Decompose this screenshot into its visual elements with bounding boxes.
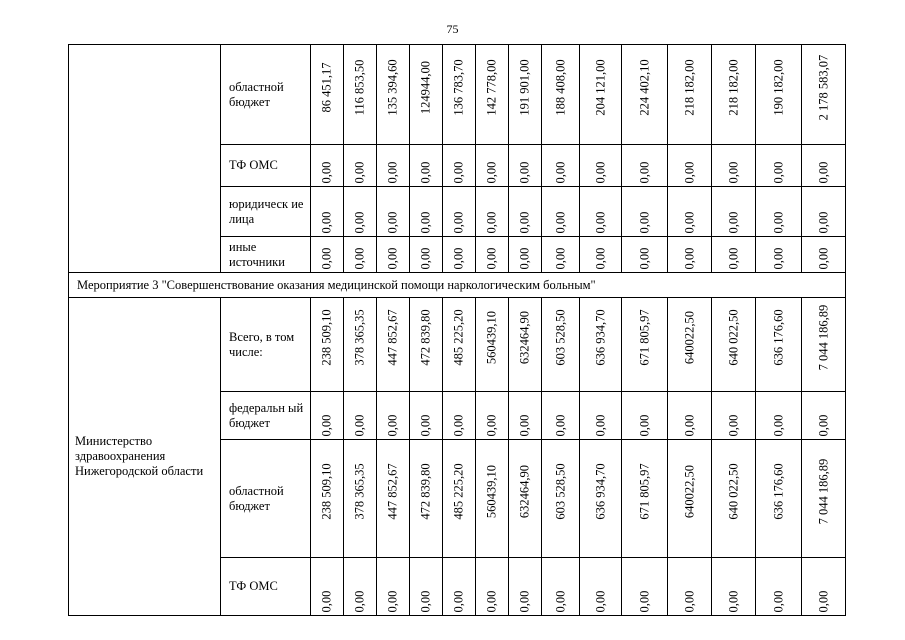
value-cell bbox=[668, 558, 712, 616]
value-text: 204 121,00 bbox=[593, 58, 607, 116]
value-text: 485 225,20 bbox=[451, 462, 466, 520]
value-text: 378 365,35 bbox=[352, 308, 367, 366]
table-row bbox=[69, 45, 846, 145]
value-cell bbox=[476, 298, 509, 392]
row-label: федеральн ый бюджет bbox=[221, 392, 311, 440]
value-text: 191 901,00 bbox=[517, 58, 532, 116]
value-text: 0,00 bbox=[726, 161, 740, 184]
value-text: 0,00 bbox=[816, 414, 830, 437]
value-cell bbox=[443, 187, 476, 237]
value-cell bbox=[712, 298, 756, 392]
value-text: 632464,90 bbox=[517, 464, 532, 518]
value-text: 188 408,00 bbox=[553, 58, 567, 116]
value-cell bbox=[344, 237, 377, 273]
value-cell bbox=[668, 187, 712, 237]
section-title: Мероприятие 3 "Совершенствование оказания медицинской помощи наркологическим больным" bbox=[69, 273, 846, 298]
value-cell bbox=[580, 187, 622, 237]
value-text: 0,00 bbox=[418, 590, 433, 613]
value-cell bbox=[580, 298, 622, 392]
value-text: 0,00 bbox=[352, 414, 367, 437]
value-text: 0,00 bbox=[385, 161, 400, 184]
value-cell bbox=[802, 392, 846, 440]
value-text: 472 839,80 bbox=[418, 308, 433, 366]
value-text: 238 509,10 bbox=[319, 462, 334, 520]
value-cell bbox=[622, 558, 668, 616]
value-text: 0,00 bbox=[553, 161, 567, 184]
value-text: 0,00 bbox=[451, 161, 466, 184]
value-cell bbox=[344, 45, 377, 145]
value-cell bbox=[802, 558, 846, 616]
value-text: 636 934,70 bbox=[593, 462, 607, 520]
value-cell bbox=[756, 440, 802, 558]
value-cell bbox=[311, 392, 344, 440]
value-cell bbox=[509, 558, 542, 616]
value-text: 142 778,00 bbox=[484, 58, 499, 116]
value-text: 136 783,70 bbox=[451, 58, 466, 116]
value-cell bbox=[410, 558, 443, 616]
value-cell bbox=[311, 45, 344, 145]
value-cell bbox=[756, 298, 802, 392]
value-text: 0,00 bbox=[593, 590, 607, 613]
value-cell bbox=[476, 145, 509, 187]
value-text: 0,00 bbox=[418, 211, 433, 234]
value-text: 0,00 bbox=[726, 247, 740, 270]
value-cell bbox=[622, 392, 668, 440]
value-cell bbox=[542, 237, 580, 273]
value-text: 0,00 bbox=[637, 414, 651, 437]
value-text: 0,00 bbox=[385, 414, 400, 437]
value-cell bbox=[443, 558, 476, 616]
value-cell bbox=[756, 145, 802, 187]
value-text: 0,00 bbox=[451, 247, 466, 270]
value-text: 0,00 bbox=[593, 161, 607, 184]
value-cell bbox=[443, 440, 476, 558]
value-cell bbox=[622, 45, 668, 145]
value-text: 0,00 bbox=[593, 211, 607, 234]
value-cell bbox=[756, 45, 802, 145]
value-cell bbox=[377, 145, 410, 187]
value-cell bbox=[410, 440, 443, 558]
page-number: 75 bbox=[446, 22, 459, 36]
value-cell bbox=[476, 392, 509, 440]
value-text: 636 934,70 bbox=[593, 308, 607, 366]
value-text: 0,00 bbox=[319, 247, 334, 270]
value-cell bbox=[344, 145, 377, 187]
value-text: 0,00 bbox=[418, 414, 433, 437]
value-cell bbox=[802, 440, 846, 558]
value-text: 218 182,00 bbox=[682, 58, 696, 116]
value-text: 124944,00 bbox=[418, 60, 433, 114]
value-text: 7 044 186,89 bbox=[816, 304, 830, 370]
value-cell bbox=[410, 237, 443, 273]
value-cell bbox=[712, 440, 756, 558]
value-cell bbox=[377, 237, 410, 273]
value-cell bbox=[580, 558, 622, 616]
value-text: 0,00 bbox=[726, 590, 740, 613]
value-text: 0,00 bbox=[682, 161, 696, 184]
funding-table bbox=[68, 44, 846, 616]
value-text: 0,00 bbox=[484, 211, 499, 234]
value-text: 0,00 bbox=[682, 590, 696, 613]
value-text: 0,00 bbox=[816, 211, 830, 234]
value-text: 640022,50 bbox=[682, 310, 696, 364]
value-text: 0,00 bbox=[637, 161, 651, 184]
organization-name: Министерство здравоохранения Нижегородской области bbox=[69, 298, 221, 616]
value-cell bbox=[311, 440, 344, 558]
value-cell bbox=[802, 237, 846, 273]
org-cell-empty bbox=[69, 45, 221, 273]
value-cell bbox=[311, 558, 344, 616]
value-cell bbox=[542, 187, 580, 237]
value-cell bbox=[622, 145, 668, 187]
value-cell bbox=[410, 45, 443, 145]
value-text: 603 528,50 bbox=[553, 308, 567, 366]
value-text: 0,00 bbox=[484, 247, 499, 270]
value-cell bbox=[509, 145, 542, 187]
value-cell bbox=[509, 298, 542, 392]
value-cell bbox=[712, 558, 756, 616]
value-cell bbox=[542, 145, 580, 187]
row-label: областной бюджет bbox=[221, 45, 311, 145]
value-text: 0,00 bbox=[319, 161, 334, 184]
value-text: 0,00 bbox=[352, 161, 367, 184]
value-text: 0,00 bbox=[451, 414, 466, 437]
value-text: 640 022,50 bbox=[726, 462, 740, 520]
value-text: 0,00 bbox=[484, 161, 499, 184]
value-text: 0,00 bbox=[771, 414, 785, 437]
value-cell bbox=[756, 558, 802, 616]
value-text: 603 528,50 bbox=[553, 462, 567, 520]
value-text: 0,00 bbox=[451, 590, 466, 613]
value-cell bbox=[622, 440, 668, 558]
value-cell bbox=[476, 558, 509, 616]
value-text: 0,00 bbox=[816, 590, 830, 613]
value-text: 7 044 186,89 bbox=[816, 458, 830, 524]
value-text: 0,00 bbox=[517, 211, 532, 234]
value-text: 378 365,35 bbox=[352, 462, 367, 520]
value-cell bbox=[476, 45, 509, 145]
value-text: 472 839,80 bbox=[418, 462, 433, 520]
row-label: иные источники bbox=[221, 237, 311, 273]
value-cell bbox=[476, 440, 509, 558]
value-text: 0,00 bbox=[682, 211, 696, 234]
value-text: 636 176,60 bbox=[771, 308, 785, 366]
value-cell bbox=[377, 187, 410, 237]
value-cell bbox=[344, 298, 377, 392]
value-text: 0,00 bbox=[385, 590, 400, 613]
value-cell bbox=[509, 45, 542, 145]
table-row bbox=[69, 298, 846, 392]
value-text: 116 853,50 bbox=[352, 59, 367, 115]
value-cell bbox=[443, 145, 476, 187]
value-cell bbox=[622, 298, 668, 392]
value-cell bbox=[311, 298, 344, 392]
value-text: 0,00 bbox=[451, 211, 466, 234]
value-cell bbox=[311, 237, 344, 273]
value-cell bbox=[311, 187, 344, 237]
value-cell bbox=[712, 145, 756, 187]
value-cell bbox=[344, 392, 377, 440]
value-text: 0,00 bbox=[352, 590, 367, 613]
value-cell bbox=[410, 298, 443, 392]
value-text: 0,00 bbox=[352, 247, 367, 270]
value-text: 640 022,50 bbox=[726, 308, 740, 366]
value-text: 0,00 bbox=[816, 161, 830, 184]
row-label: областной бюджет bbox=[221, 440, 311, 558]
value-text: 0,00 bbox=[816, 247, 830, 270]
value-text: 0,00 bbox=[553, 211, 567, 234]
value-cell bbox=[443, 45, 476, 145]
value-text: 0,00 bbox=[553, 414, 567, 437]
value-cell bbox=[377, 440, 410, 558]
value-text: 0,00 bbox=[517, 590, 532, 613]
value-text: 0,00 bbox=[484, 414, 499, 437]
value-cell bbox=[509, 237, 542, 273]
value-cell bbox=[509, 440, 542, 558]
value-text: 2 178 583,07 bbox=[816, 54, 830, 120]
value-cell bbox=[542, 558, 580, 616]
value-text: 0,00 bbox=[517, 161, 532, 184]
value-cell bbox=[668, 298, 712, 392]
value-cell bbox=[712, 237, 756, 273]
value-cell bbox=[410, 145, 443, 187]
value-cell bbox=[344, 558, 377, 616]
value-cell bbox=[668, 45, 712, 145]
value-cell bbox=[668, 145, 712, 187]
value-cell bbox=[443, 392, 476, 440]
value-cell bbox=[344, 187, 377, 237]
value-cell bbox=[509, 187, 542, 237]
value-cell bbox=[377, 298, 410, 392]
row-label: ТФ ОМС bbox=[221, 145, 311, 187]
value-text: 0,00 bbox=[637, 211, 651, 234]
value-text: 0,00 bbox=[593, 247, 607, 270]
value-text: 0,00 bbox=[517, 247, 532, 270]
value-cell bbox=[311, 145, 344, 187]
value-text: 86 451,17 bbox=[319, 62, 334, 112]
value-cell bbox=[542, 392, 580, 440]
value-text: 0,00 bbox=[593, 414, 607, 437]
row-label: юридическ ие лица bbox=[221, 187, 311, 237]
value-text: 560439,10 bbox=[484, 464, 499, 518]
value-cell bbox=[756, 187, 802, 237]
value-text: 0,00 bbox=[517, 414, 532, 437]
value-text: 224 402,10 bbox=[637, 58, 651, 116]
value-text: 0,00 bbox=[418, 161, 433, 184]
value-cell bbox=[802, 187, 846, 237]
value-text: 0,00 bbox=[553, 247, 567, 270]
value-cell bbox=[622, 187, 668, 237]
value-cell bbox=[668, 237, 712, 273]
value-cell bbox=[344, 440, 377, 558]
value-text: 447 852,67 bbox=[385, 308, 400, 366]
value-cell bbox=[509, 392, 542, 440]
value-cell bbox=[410, 187, 443, 237]
value-cell bbox=[476, 187, 509, 237]
value-cell bbox=[668, 440, 712, 558]
value-text: 190 182,00 bbox=[771, 58, 785, 116]
value-cell bbox=[542, 45, 580, 145]
section-row bbox=[69, 273, 846, 298]
value-cell bbox=[377, 392, 410, 440]
value-text: 0,00 bbox=[319, 414, 334, 437]
value-cell bbox=[580, 440, 622, 558]
value-text: 0,00 bbox=[771, 211, 785, 234]
value-text: 0,00 bbox=[319, 590, 334, 613]
value-cell bbox=[542, 298, 580, 392]
value-text: 0,00 bbox=[484, 590, 499, 613]
value-cell bbox=[712, 187, 756, 237]
value-cell bbox=[443, 298, 476, 392]
value-cell bbox=[668, 392, 712, 440]
value-text: 218 182,00 bbox=[726, 58, 740, 116]
value-text: 0,00 bbox=[682, 247, 696, 270]
value-cell bbox=[622, 237, 668, 273]
value-text: 0,00 bbox=[418, 247, 433, 270]
value-cell bbox=[802, 45, 846, 145]
value-text: 0,00 bbox=[385, 247, 400, 270]
value-cell bbox=[443, 237, 476, 273]
value-cell bbox=[712, 45, 756, 145]
value-cell bbox=[580, 145, 622, 187]
value-text: 0,00 bbox=[553, 590, 567, 613]
value-cell bbox=[476, 237, 509, 273]
value-text: 0,00 bbox=[771, 161, 785, 184]
value-text: 0,00 bbox=[682, 414, 696, 437]
value-cell bbox=[712, 392, 756, 440]
value-text: 671 805,97 bbox=[637, 308, 651, 366]
value-cell bbox=[802, 145, 846, 187]
value-cell bbox=[377, 45, 410, 145]
value-cell bbox=[410, 392, 443, 440]
value-text: 0,00 bbox=[726, 414, 740, 437]
value-text: 0,00 bbox=[385, 211, 400, 234]
value-cell bbox=[756, 237, 802, 273]
value-text: 0,00 bbox=[771, 590, 785, 613]
value-text: 0,00 bbox=[637, 247, 651, 270]
value-text: 0,00 bbox=[771, 247, 785, 270]
value-text: 0,00 bbox=[352, 211, 367, 234]
value-cell bbox=[756, 392, 802, 440]
value-cell bbox=[580, 45, 622, 145]
value-cell bbox=[580, 237, 622, 273]
value-text: 0,00 bbox=[319, 211, 334, 234]
value-text: 238 509,10 bbox=[319, 308, 334, 366]
value-text: 632464,90 bbox=[517, 310, 532, 364]
value-text: 671 805,97 bbox=[637, 462, 651, 520]
value-cell bbox=[377, 558, 410, 616]
value-text: 640022,50 bbox=[682, 464, 696, 518]
value-text: 447 852,67 bbox=[385, 462, 400, 520]
row-label: ТФ ОМС bbox=[221, 558, 311, 616]
value-cell bbox=[802, 298, 846, 392]
value-text: 560439,10 bbox=[484, 310, 499, 364]
value-text: 485 225,20 bbox=[451, 308, 466, 366]
value-text: 636 176,60 bbox=[771, 462, 785, 520]
row-label: Всего, в том числе: bbox=[221, 298, 311, 392]
value-cell bbox=[542, 440, 580, 558]
value-text: 135 394,60 bbox=[385, 58, 400, 116]
value-text: 0,00 bbox=[726, 211, 740, 234]
value-cell bbox=[580, 392, 622, 440]
value-text: 0,00 bbox=[637, 590, 651, 613]
